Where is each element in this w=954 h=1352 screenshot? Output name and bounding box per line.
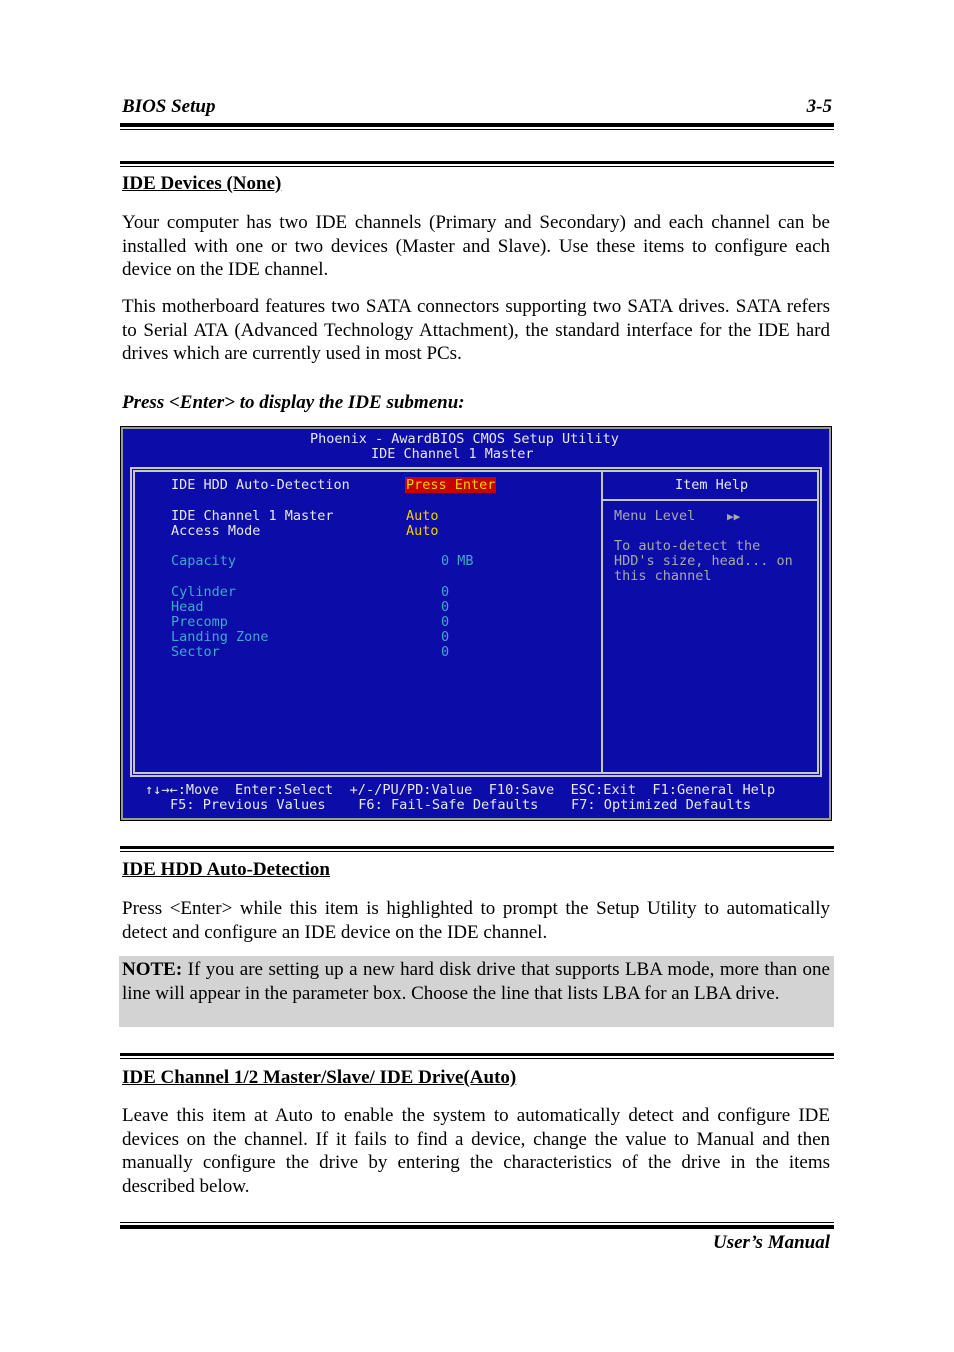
bios-screen xyxy=(121,427,831,820)
bios-item-auto-detect[interactable]: IDE HDD Auto-Detection xyxy=(171,477,350,493)
bios-menu-level-icon: ▶▶ xyxy=(727,510,741,523)
bios-value-head: 0 xyxy=(441,599,450,615)
bios-item-capacity: Capacity xyxy=(171,553,237,569)
bios-help-menu-level: Menu Level xyxy=(614,508,696,524)
note-label: NOTE: xyxy=(122,959,183,980)
section-rule xyxy=(120,1053,834,1059)
bios-help-title: Item Help xyxy=(675,477,749,493)
bios-subtitle: IDE Channel 1 Master xyxy=(371,446,534,462)
bios-item-head: Head xyxy=(171,599,204,615)
section-rule xyxy=(120,846,834,852)
bios-value-auto-detect[interactable] xyxy=(405,478,496,493)
bios-footer-keys-row-2: F5: Previous Values F6: Fail-Safe Defaults F7: Optimized Defaults xyxy=(170,797,752,813)
bios-value-landing-zone: 0 xyxy=(441,629,450,645)
paragraph-ide-channel: Leave this item at Auto to enable the system to automatically detect and configure IDE devices on the channel. If it fails to find a device, change the value to Manual and then manually configure the drive by entering the characteristics of the drive in the items described below. xyxy=(122,1105,830,1197)
bios-footer-keys-row-1: ↑↓→←:Move Enter:Select +/-/PU/PD:Value F10:Save ESC:Exit F1:General Help xyxy=(145,782,776,798)
bios-help-line-2: HDD's size, head... on xyxy=(614,553,793,569)
bios-item-precomp: Precomp xyxy=(171,614,228,630)
bios-value-capacity: 0 MB xyxy=(441,553,474,569)
bios-item-cylinder: Cylinder xyxy=(171,584,237,600)
bios-item-sector: Sector xyxy=(171,644,220,660)
header-rule xyxy=(120,123,834,130)
section-rule xyxy=(120,161,834,167)
paragraph-ide-channels: Your computer has two IDE channels (Primary and Secondary) and each channel can be installed with one or two devices (Master and Slave). Use these items to configure each device on the IDE channel. xyxy=(122,212,830,280)
footer-manual-title: User’s Manual xyxy=(712,1232,830,1253)
bios-value-access-mode[interactable]: Auto xyxy=(406,523,439,539)
note-text: If you are setting up a new hard disk drive that supports LBA mode, more than one line will appear in the parameter box. Choose the line that lists LBA for an LBA drive. xyxy=(122,959,830,1004)
bios-item-channel-master[interactable]: IDE Channel 1 Master xyxy=(171,508,334,524)
submenu-caption: Press <Enter> to display the IDE submenu: xyxy=(122,392,465,413)
paragraph-auto-detection: Press <Enter> while this item is highlighted to prompt the Setup Utility to automatically detect and configure an IDE device on the IDE channel. xyxy=(122,898,830,943)
header-page-number: 3-5 xyxy=(806,96,832,117)
header-chapter-title: BIOS Setup xyxy=(122,96,216,117)
bios-help-line-1: To auto-detect the xyxy=(614,538,761,554)
section-heading-ide-channel: IDE Channel 1/2 Master/Slave/ IDE Drive(Auto) xyxy=(122,1067,517,1088)
bios-item-landing-zone: Landing Zone xyxy=(171,629,269,645)
bios-value-cylinder: 0 xyxy=(441,584,450,600)
bios-value-press-enter[interactable]: Press Enter xyxy=(406,477,496,493)
bios-title: Phoenix - AwardBIOS CMOS Setup Utility xyxy=(310,431,619,447)
paragraph-sata: This motherboard features two SATA connectors supporting two SATA drives. SATA refers to Serial ATA (Advanced Technology Attachment), the standard interface for the IDE hard drives which are currently used in most PCs. xyxy=(122,296,830,364)
note-box xyxy=(119,956,834,1027)
bios-help-line-3: this channel xyxy=(614,568,712,584)
section-heading-ide-devices: IDE Devices (None) xyxy=(122,173,282,194)
bios-item-access-mode[interactable]: Access Mode xyxy=(171,523,261,539)
bios-value-precomp: 0 xyxy=(441,614,450,630)
bios-value-sector: 0 xyxy=(441,644,450,660)
section-heading-auto-detection: IDE HDD Auto-Detection xyxy=(122,859,330,880)
running-header xyxy=(122,96,832,122)
bios-help-divider xyxy=(603,499,819,501)
bios-divider xyxy=(601,470,603,774)
bios-value-channel-master[interactable]: Auto xyxy=(406,508,439,524)
footer-rule xyxy=(120,1222,834,1229)
